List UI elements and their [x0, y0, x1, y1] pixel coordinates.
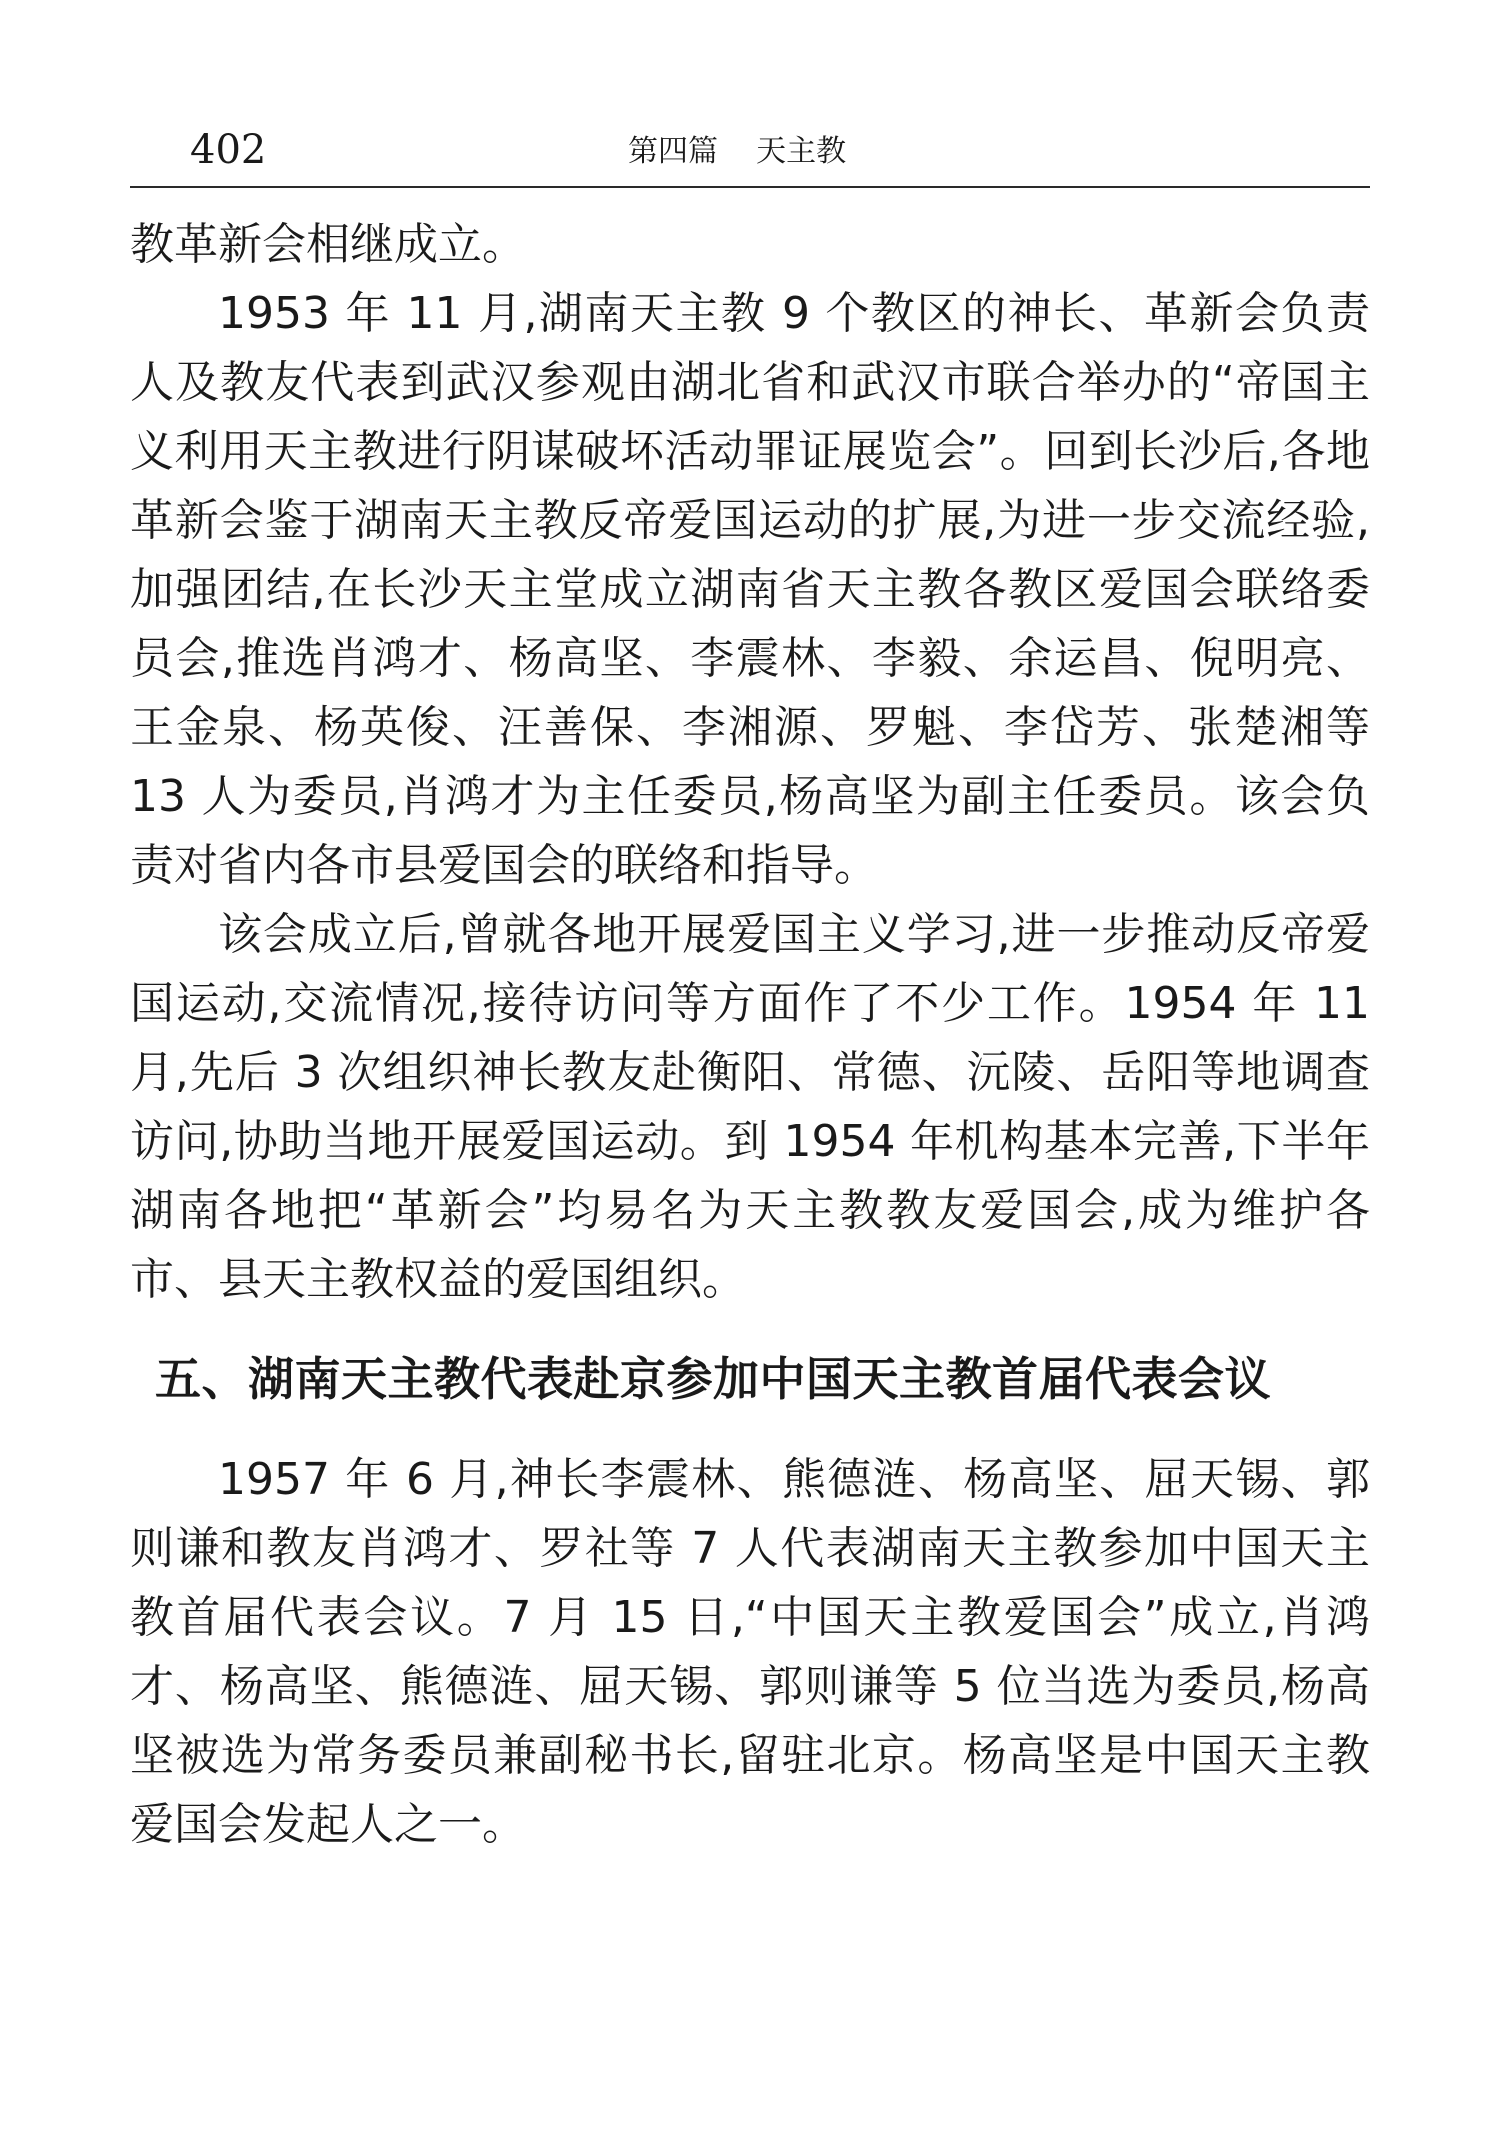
running-section-title: 第四篇 天主教 [628, 134, 847, 169]
header-rule [130, 186, 1370, 188]
paragraph-1953: 1953 年 11 月,湖南天主教 9 个教区的神长、革新会负责人及教友代表到武汉参观由湖北省和武汉市联合举办的“帝国主义利用天主教进行阴谋破坏活动罪证展览会”。回到长沙后,各地革新会鉴于湖南天主教反帝爱国运动的扩展,为进一步交流经验,加强团结,在长沙天主堂成立湖南省天主教各教区爱国会联络委员会,推选肖鸿才、杨高坚、李震林、李毅、余运昌、倪明亮、王金泉、杨英俊、汪善保、李湘源、罗魁、李岱芳、张楚湘等 13 人为委员,肖鸿才为主任委员,杨高坚为副主任委员。该会负责对省内各市县爱国会的联络和指导。 [130, 288, 1370, 891]
running-header [130, 118, 1370, 182]
page-number: 402 [190, 127, 267, 173]
section-heading: 五、湖南天主教代表赴京参加中国天主教首届代表会议 [155, 1352, 1271, 1406]
paragraph-1957: 1957 年 6 月,神长李震林、熊德涟、杨高坚、屈天锡、郭则谦和教友肖鸿才、罗社等 7 人代表湖南天主教参加中国天主教首届代表会议。7 月 15 日,“中国天主教爱国会”成立,肖鸿才、杨高坚、熊德涟、屈天锡、郭则谦等 5 位当选为委员,杨高坚被选为常务委员兼副秘书长,留驻北京。杨高坚是中国天主教爱国会发起人之一。 [130, 1454, 1370, 1850]
paragraph-after-founding: 该会成立后,曾就各地开展爱国主义学习,进一步推动反帝爱国运动,交流情况,接待访问等方面作了不少工作。1954 年 11 月,先后 3 次组织神长教友赴衡阳、常德、沅陵、岳阳等地调查访问,协助当地开展爱国运动。到 1954 年机构基本完善,下半年湖南各地把“革新会”均易名为天主教教友爱国会,成为维护各市、县天主教权益的爱国组织。 [130, 909, 1370, 1305]
paragraph-continuation: 教革新会相继成立。 [130, 219, 526, 270]
body-text [130, 210, 1370, 1859]
